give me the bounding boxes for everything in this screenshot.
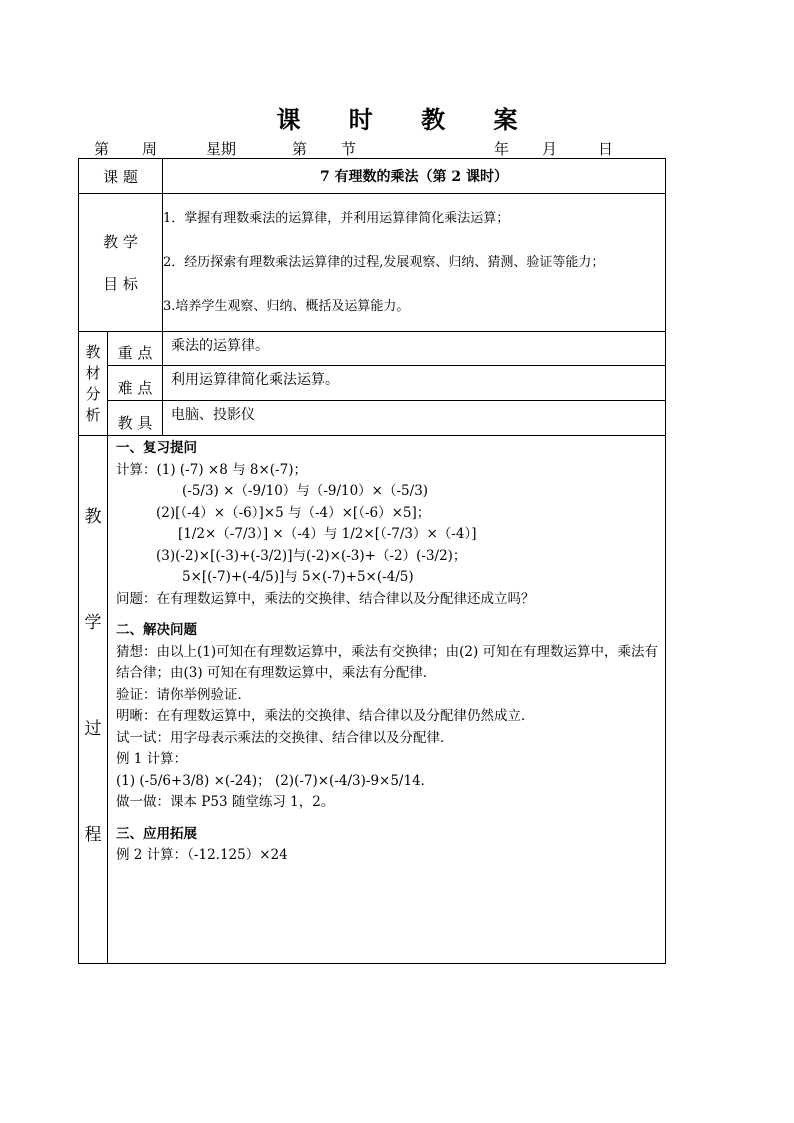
process-line: 计算：(1) (-7) ×8 与 8×(-7)； bbox=[116, 461, 307, 478]
goals-row bbox=[79, 194, 666, 332]
section-heading-review: 一、复习提问 bbox=[116, 440, 197, 456]
process-line: (3)(-2)×[(-3)+(-3/2)]与(-2)×(-3)+（-2）(-3/2)； bbox=[156, 547, 467, 564]
goals-label bbox=[79, 194, 163, 332]
analysis-row-difficulty bbox=[79, 366, 666, 401]
process-label-char: 学 bbox=[84, 613, 102, 633]
tools-label: 教 具 bbox=[108, 401, 163, 436]
difficulty-label: 难 点 bbox=[108, 366, 163, 401]
day-label: 日 bbox=[598, 140, 614, 158]
process-line: 5×[(-7)+(-4/5)]与 5×(-7)+5×(-4/5) bbox=[182, 569, 414, 585]
process-label-char: 教 bbox=[84, 507, 102, 527]
topic-label: 课 题 bbox=[79, 159, 163, 194]
process-row bbox=[79, 436, 666, 964]
topic-value: 7 有理数的乘法（第 2 课时） bbox=[163, 159, 666, 194]
key-point-value: 乘法的运算律。 bbox=[163, 332, 666, 366]
process-line: 例 2 计算：（-12.125）×24 bbox=[116, 847, 288, 863]
key-point-label: 重 点 bbox=[108, 332, 163, 366]
goals-label-line2: 目 标 bbox=[103, 274, 138, 293]
section-prefix: 第 bbox=[292, 140, 308, 158]
week-prefix: 第 bbox=[94, 140, 110, 158]
goals-label-line1: 教 学 bbox=[103, 232, 138, 251]
section-heading-extend: 三、应用拓展 bbox=[116, 825, 197, 842]
process-line: (-5/3) ×（-9/10）与（-9/10）×（-5/3) bbox=[182, 483, 429, 499]
process-line: 试一试：用字母表示乘法的交换律、结合律以及分配律． bbox=[116, 729, 454, 746]
tools-value: 电脑、投影仪 bbox=[163, 401, 666, 436]
goal-item: 3.培养学生观察、归纳、概括及运算能力。 bbox=[163, 298, 410, 314]
process-line: 明晰：在有理数运算中，乘法的交换律、结合律以及分配律仍然成立． bbox=[116, 708, 535, 724]
process-line: (1) (-5/6+3/8) ×(-24)； (2)(-7)×(-4/3)-9×5/14． bbox=[116, 772, 435, 789]
goals-content bbox=[163, 194, 666, 332]
process-line: 问题：在有理数运算中，乘法的交换律、结合律以及分配律还成立吗？ bbox=[116, 590, 535, 607]
process-line: 做一做：课本 P53 随堂练习 1，2。 bbox=[116, 794, 335, 810]
process-line: 验证：请你举例验证． bbox=[116, 686, 251, 703]
process-label bbox=[79, 436, 108, 964]
section-heading-solve: 二、解决问题 bbox=[116, 622, 197, 638]
analysis-row-tools bbox=[79, 401, 666, 436]
process-content bbox=[108, 436, 666, 964]
month-label: 月 bbox=[542, 140, 558, 158]
goal-item: 1．掌握有理数乘法的运算律，并利用运算律简化乘法运算； bbox=[163, 210, 510, 226]
goal-item: 2．经历探索有理数乘法运算律的过程,发展观察、归纳、猜测、验证等能力； bbox=[163, 254, 605, 270]
process-line: 例 1 计算： bbox=[116, 751, 188, 767]
section-suffix: 节 bbox=[341, 140, 357, 158]
analysis-row-key-point bbox=[79, 332, 666, 366]
topic-row bbox=[79, 159, 666, 194]
page-title: 课 时 教 案 bbox=[276, 105, 538, 134]
process-line: 猜想：由以上(1)可知在有理数运算中，乘法有交换律；由(2) 可知在有理数运算中，乘法有结合律；由(3) 可知在有理数运算中，乘法有分配律． bbox=[116, 643, 659, 681]
process-line: (2)[（-4）×（-6）]×5 与（-4）×[（-6）×5]； bbox=[156, 504, 431, 521]
difficulty-value: 利用运算律简化乘法运算。 bbox=[163, 366, 666, 401]
week-suffix: 周 bbox=[142, 140, 158, 158]
year-label: 年 bbox=[494, 140, 510, 158]
analysis-label-char: 教 bbox=[85, 342, 101, 361]
lesson-plan-table bbox=[78, 158, 666, 964]
process-label-char: 程 bbox=[84, 825, 102, 845]
analysis-label-char: 材 bbox=[85, 363, 101, 382]
process-label-char: 过 bbox=[84, 719, 102, 739]
analysis-label bbox=[79, 332, 108, 436]
weekday-label: 星期 bbox=[206, 140, 237, 158]
analysis-label-char: 分 bbox=[85, 384, 101, 403]
date-line bbox=[78, 136, 664, 159]
process-line: [1/2×（-7/3）] ×（-4）与 1/2×[（-7/3）×（-4）] bbox=[178, 526, 477, 542]
analysis-label-char: 析 bbox=[85, 405, 101, 424]
